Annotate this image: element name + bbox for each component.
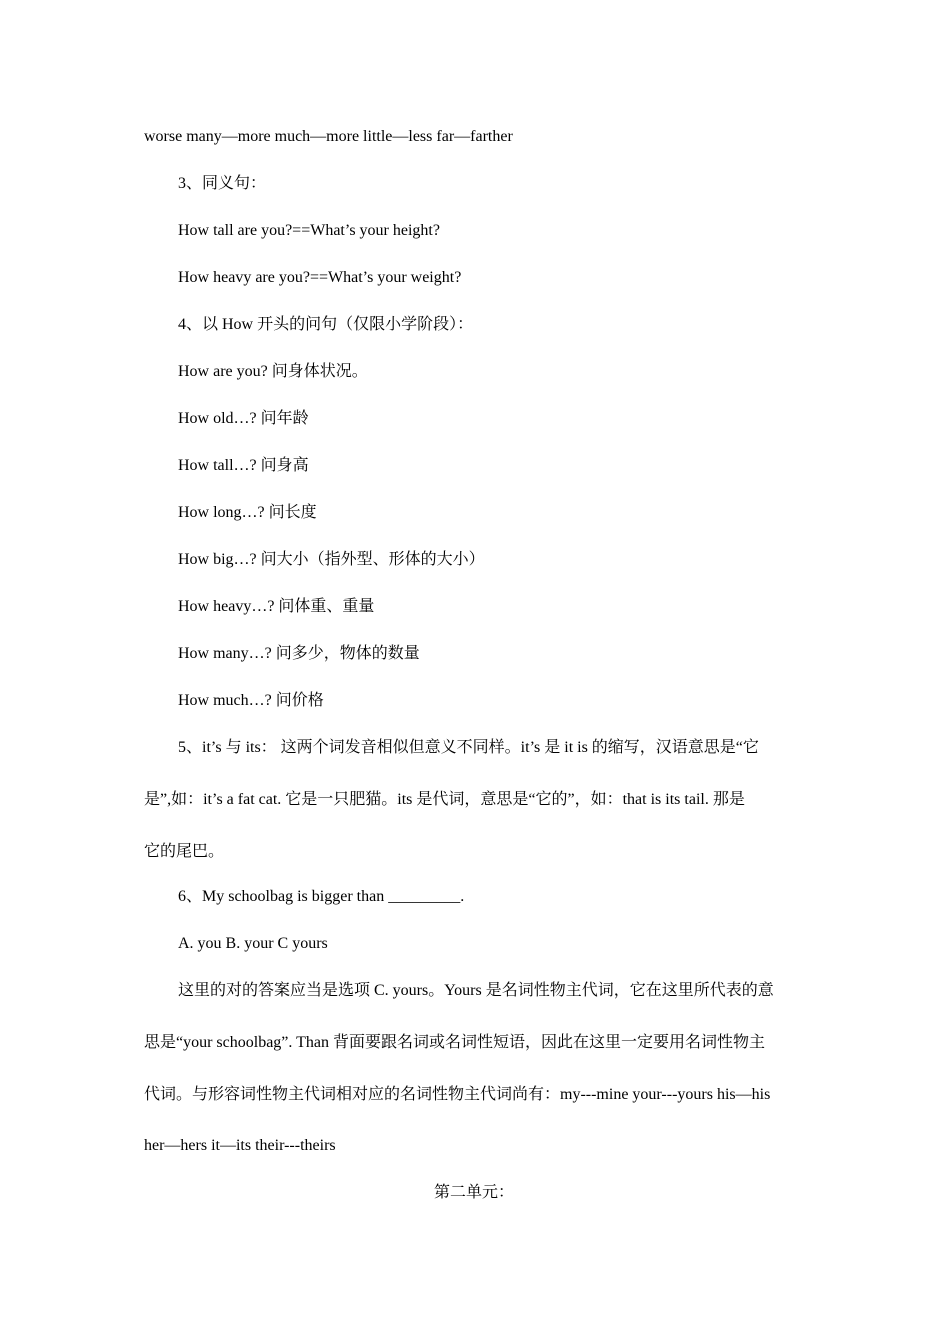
answer-options: A. you B. your C yours [178, 935, 328, 952]
how-question-item: How much…? 问价格 [178, 692, 324, 709]
paragraph-line: 是”,如：it’s a fat cat. 它是一只肥猫。its 是代词，意思是“它的”，如：that is its tail. 那是 [144, 791, 745, 808]
section-title: 第二单元： [434, 1184, 515, 1201]
its-explanation-paragraph [144, 738, 808, 868]
synonym-heading: 3、同义句： [178, 175, 267, 192]
paragraph-line: her—hers it—its their---theirs [144, 1137, 336, 1154]
comparative-forms-line: worse many—more much—more little—less far—farther [144, 128, 513, 145]
how-questions-heading: 4、以 How 开头的问句（仅限小学阶段）： [178, 316, 474, 333]
how-question-item: How old…? 问年龄 [178, 410, 309, 427]
how-question-item: How are you? 问身体状况。 [178, 363, 368, 380]
paragraph-line: 它的尾巴。 [144, 843, 225, 860]
how-question-item: How tall…? 问身高 [178, 457, 309, 474]
synonym-weight: How heavy are you?==What’s your weight? [178, 269, 462, 286]
synonym-height: How tall are you?==What’s your height? [178, 222, 440, 239]
paragraph-line: 5、it’s 与 its： 这两个词发音相似但意义不同样。it’s 是 it is 的缩写，汉语意思是“它 [178, 739, 759, 756]
paragraph-line: 这里的对的答案应当是选项 C. yours。Yours 是名词性物主代词，它在这里所代表的意 [178, 982, 774, 999]
question-6: 6、My schoolbag is bigger than _________. [178, 888, 465, 905]
how-question-item: How many…? 问多少，物体的数量 [178, 645, 420, 662]
how-question-item: How heavy…? 问体重、重量 [178, 598, 375, 615]
how-question-item: How big…? 问大小（指外型、形体的大小） [178, 551, 485, 568]
paragraph-line: 代词。与形容词性物主代词相对应的名词性物主代词尚有：my---mine your---yours his—his [144, 1086, 771, 1103]
how-question-item: How long…? 问长度 [178, 504, 317, 521]
answer-explanation-paragraph [144, 981, 808, 1161]
paragraph-line: 思是“your schoolbag”. Than 背面要跟名词或名词性短语，因此在这里一定要用名词性物主 [144, 1034, 765, 1051]
